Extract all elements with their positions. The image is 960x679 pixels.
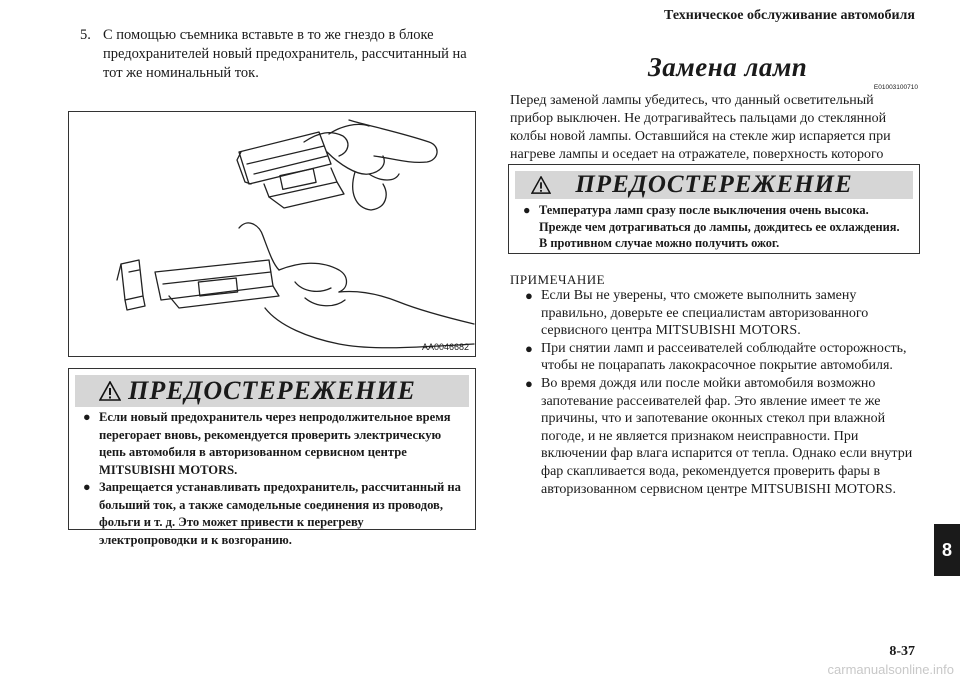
note-item-text: Если Вы не уверены, что сможете выполнить замену правильно, доверьте ее специалистам авторизованного сервисного центра MITSUBISHI MOTORS.	[541, 288, 869, 339]
step-5	[80, 26, 470, 83]
warning-triangle-icon	[531, 176, 551, 194]
bullet-icon: ●	[83, 480, 91, 494]
note-item	[525, 287, 920, 340]
figure-id: AA0046682	[421, 342, 469, 352]
note-item	[525, 340, 920, 375]
warning-box-fuse	[68, 368, 476, 547]
warning-box-lamps	[508, 164, 920, 254]
warning-header	[75, 375, 469, 407]
fuse-replacement-illustration	[68, 111, 476, 357]
note-heading: ПРИМЕЧАНИЕ	[510, 272, 606, 287]
watermark: carmanualsonline.info	[827, 662, 954, 677]
running-header: Техническое обслуживание автомобиля	[664, 8, 915, 23]
warning-header	[515, 171, 913, 199]
bullet-icon: ●	[525, 288, 533, 303]
bullet-icon: ●	[525, 340, 533, 356]
note-item	[525, 375, 920, 498]
warning-item-text: Температура ламп сразу после выключения очень высока. Прежде чем дотрагиваться до лампы, дождитесь ее охлаждения. В противном случае можно получить ожог.	[539, 203, 900, 250]
note-item-text: Во время дождя или после мойки автомобиля возможно запотевание рассеивателей фар. Это явление имеет те же причины, что и запотевание оконных стекол при влажной погоде, и не является признаком неисправности. При включении фар влага испарится от тепла. Однако если внутри фар скапливается вода, рекомендуется проверить фары в авторизованном сервисном центре MITSUBISHI MOTORS.	[541, 375, 913, 497]
step-number: 5.	[80, 27, 91, 43]
warning-title: ПРЕДОСТЕРЕЖЕНИЕ	[575, 171, 853, 198]
section-intro: Перед заменой лампы убедитесь, что данный осветительный прибор выключен. Не дотрагивайтесь пальцами до стеклянной колбы новой лампы. Оставшийся на стекле жир испаряется при нагреве лампы и оседает на отражателе, поверхность которого	[510, 93, 891, 162]
warning-title: ПРЕДОСТЕРЕЖЕНИЕ	[128, 376, 416, 405]
warning-list	[83, 409, 465, 549]
fuse-puller-drawing	[69, 112, 475, 356]
page-number: 8-37	[889, 644, 915, 659]
bullet-icon: ●	[83, 410, 91, 424]
warning-triangle-icon	[99, 381, 121, 401]
note-item-text: При снятии ламп и рассеивателей соблюдайте осторожность, чтобы не поцарапать лакокрасочное покрытие автомобиля.	[541, 340, 907, 374]
document-code: E01003100710	[873, 84, 918, 91]
warning-item	[523, 202, 909, 252]
note-list	[525, 287, 920, 498]
warning-item	[83, 479, 465, 549]
chapter-tab: 8	[934, 524, 960, 576]
warning-item	[83, 409, 465, 479]
step-text: С помощью съемника вставьте в то же гнездо в блоке предохранителей новый предохранитель, рассчитанный на тот же номинальный ток.	[103, 27, 467, 81]
warning-list	[523, 202, 909, 252]
section-title: Замена ламп	[648, 52, 808, 82]
bullet-icon: ●	[523, 203, 531, 217]
warning-item-text: Запрещается устанавливать предохранитель, рассчитанный на больший ток, а также самодельные соединения из проводов, фольги и т. д. Это может привести к перегреву электропроводки и к возгоранию.	[99, 480, 461, 547]
warning-item-text: Если новый предохранитель через непродолжительное время перегорает вновь, рекомендуется проверить электрическую цепь автомобиля в авторизованном сервисном центре MITSUBISHI MOTORS.	[99, 410, 451, 477]
bullet-icon: ●	[525, 375, 533, 391]
